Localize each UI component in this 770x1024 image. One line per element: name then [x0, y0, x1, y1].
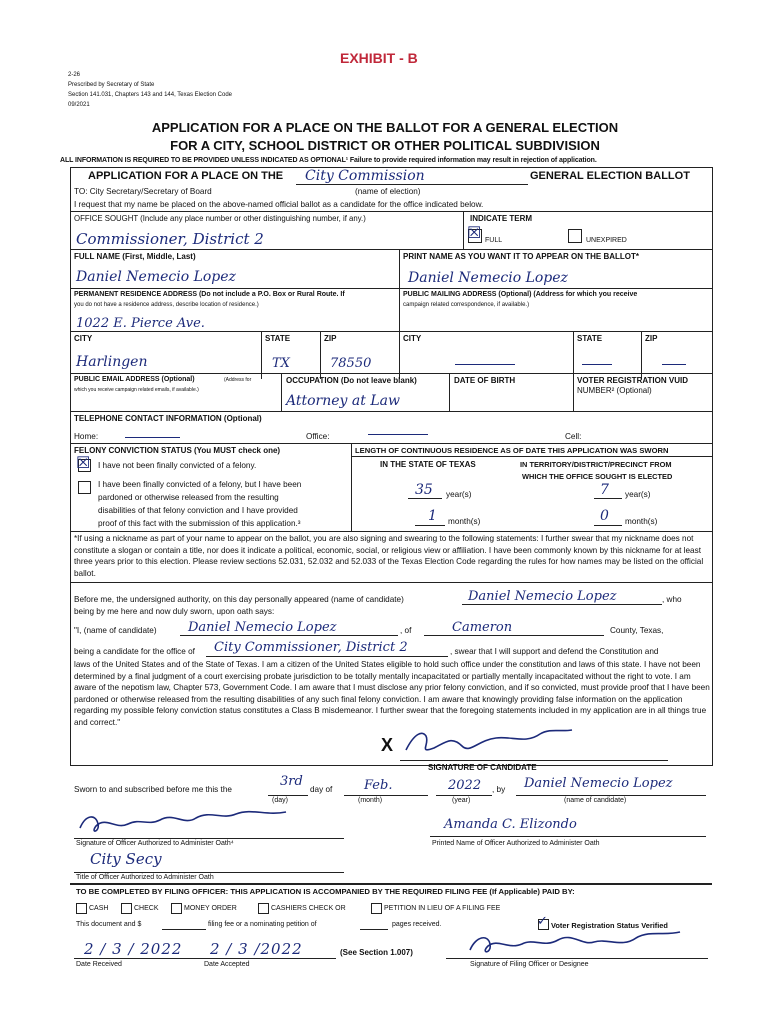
term-unexpired-label: UNEXPIRED: [586, 237, 627, 244]
mailing-state-label: STATE: [577, 334, 603, 343]
date-accepted-value[interactable]: 2 / 3 /2022: [210, 940, 303, 958]
territory-years-unit: year(s): [625, 490, 651, 499]
request-text: I request that my name be placed on the above-named official ballot as a candidate for the office indicated below.: [74, 200, 484, 209]
felony-opt2-line1: I have been finally convicted of a felony, but I have been: [98, 480, 302, 489]
state-years-unit: year(s): [446, 490, 472, 499]
doc-line-suffix: pages received.: [392, 921, 442, 928]
form-title-line2: FOR A CITY, SCHOOL DISTRICT OR OTHER POLITICAL SUBDIVISION: [170, 138, 600, 153]
indicate-term-label: INDICATE TERM: [470, 214, 533, 223]
doc-line-prefix: This document and $: [76, 921, 142, 928]
pay-money-order-checkbox[interactable]: [171, 903, 182, 914]
phone-label: TELEPHONE CONTACT INFORMATION (Optional): [74, 414, 262, 423]
zip-value[interactable]: 78550: [330, 356, 372, 371]
full-name-value[interactable]: Daniel Nemecio Lopez: [76, 269, 236, 285]
sworn-day-value[interactable]: 3rd: [280, 774, 303, 789]
date-received-label: Date Received: [76, 961, 122, 968]
sworn-year-value[interactable]: 2022: [448, 778, 482, 793]
oath-i-name-value[interactable]: Daniel Nemecio Lopez: [188, 620, 337, 635]
felony-opt1-check-mark: ☒: [76, 455, 91, 472]
officer-printed-value[interactable]: Amanda C. Elizondo: [444, 817, 577, 832]
exhibit-label: EXHIBIT - B: [340, 50, 418, 66]
officer-title-label: Title of Officer Authorized to Administer Oath: [76, 874, 214, 881]
officer-title-value[interactable]: City Secy: [90, 850, 162, 868]
territory-label1: IN TERRITORY/DISTRICT/PRECINCT FROM: [520, 460, 672, 469]
territory-years-value[interactable]: 7: [600, 482, 609, 498]
sworn-candidate-value[interactable]: Daniel Nemecio Lopez: [524, 776, 673, 791]
felony-opt2-checkbox[interactable]: [78, 481, 91, 494]
mailing-zip-label: ZIP: [645, 334, 658, 343]
ballot-name-label: PRINT NAME AS YOU WANT IT TO APPEAR ON THE BALLOT*: [403, 252, 640, 261]
territory-label2: WHICH THE OFFICE SOUGHT IS ELECTED: [522, 472, 673, 481]
application-suffix: GENERAL ELECTION BALLOT: [530, 170, 690, 182]
sworn-month-value[interactable]: Feb.: [364, 778, 393, 793]
city-label: CITY: [74, 334, 93, 343]
oath-sworn: being by me here and now duly sworn, upon oath says:: [74, 607, 275, 616]
phone-office-label: Office:: [306, 432, 330, 441]
pay-cashiers-checkbox[interactable]: [258, 903, 269, 914]
sworn-by: , by: [492, 785, 506, 794]
mailing-city-label: CITY: [403, 334, 422, 343]
email-label: PUBLIC EMAIL ADDRESS (Optional): [74, 376, 195, 383]
sworn-prefix: Sworn to and subscribed before me this the: [74, 785, 232, 794]
mailing-address-label: PUBLIC MAILING ADDRESS (Optional) (Address for which you receive: [403, 291, 638, 298]
sworn-candidate-label: (name of candidate): [564, 797, 627, 804]
state-months-unit: month(s): [448, 517, 481, 526]
dob-label: DATE OF BIRTH: [454, 376, 516, 385]
doc-line-middle: filing fee or a nominating petition of: [208, 921, 317, 928]
state-years-value[interactable]: 35: [415, 482, 433, 498]
filing-officer-signature-label: Signature of Filing Officer or Designee: [470, 961, 589, 968]
pay-cash-checkbox[interactable]: [76, 903, 87, 914]
oath-before: Before me, the undersigned authority, on this day personally appeared (name of candidate): [74, 595, 404, 604]
form-number: 2-26: [68, 72, 81, 78]
office-sought-value[interactable]: Commissioner, District 2: [76, 230, 264, 248]
term-full-label: FULL: [485, 237, 503, 244]
form-date: 09/2021: [68, 102, 90, 108]
felony-opt2-line2: pardoned or otherwise released from the resulting: [98, 493, 279, 502]
felony-opt2-line3: disabilities of that felony conviction and I have provided: [98, 506, 298, 515]
signature-x: X: [381, 735, 394, 755]
ballot-name-value[interactable]: Daniel Nemecio Lopez: [408, 270, 568, 286]
candidate-signature[interactable]: [400, 726, 600, 760]
pay-check-label: CHECK: [134, 905, 159, 912]
officer-signature[interactable]: [76, 806, 296, 840]
term-unexpired-checkbox[interactable]: [568, 229, 582, 243]
territory-months-value[interactable]: 0: [600, 508, 609, 524]
name-of-election-label: (name of election): [355, 187, 421, 196]
territory-months-unit: month(s): [625, 517, 658, 526]
election-name-line: [296, 184, 528, 185]
oath-county-label: County, Texas,: [610, 626, 664, 635]
residence-address-label: PERMANENT RESIDENCE ADDRESS (Do not include a P.O. Box or Rural Route. If: [74, 291, 345, 298]
pay-cashiers-label: CASHIERS CHECK OR: [271, 905, 346, 912]
term-full-check-mark: ☒: [467, 225, 482, 242]
oath-i-name-label: "I, (name of candidate): [74, 626, 157, 635]
sworn-month-label: (month): [358, 797, 383, 804]
office-sought-label: OFFICE SOUGHT (Include any place number or other distinguishing number, if any.): [74, 214, 366, 223]
mailing-address-sublabel: campaign related correspondence, if available.): [403, 302, 530, 308]
zip-label: ZIP: [324, 334, 337, 343]
election-name-value[interactable]: City Commission: [305, 168, 425, 184]
oath-swear: , swear that I will support and defend the Constitution and: [450, 647, 659, 656]
date-received-value[interactable]: 2 / 3 / 2022: [84, 940, 183, 958]
email-sublabel2: which you receive campaign related emails, if available.): [74, 387, 199, 393]
occupation-label: OCCUPATION (Do not leave blank): [286, 376, 417, 385]
to-city-secretary: TO: City Secretary/Secretary of Board: [74, 187, 212, 196]
full-name-label: FULL NAME (First, Middle, Last): [74, 252, 196, 261]
sworn-day-label: (day): [272, 797, 288, 804]
state-months-value[interactable]: 1: [428, 508, 437, 524]
email-sublabel: (Address for: [224, 377, 252, 383]
oath-county-value[interactable]: Cameron: [452, 620, 513, 635]
felony-status-label: FELONY CONVICTION STATUS (You MUST check one): [74, 446, 281, 455]
sworn-day-of: day of: [310, 785, 333, 794]
voter-verified-check-mark: ✓: [537, 913, 548, 928]
pay-petition-label: PETITION IN LIEU OF A FILING FEE: [384, 905, 501, 912]
pay-check-checkbox[interactable]: [121, 903, 132, 914]
signature-label: SIGNATURE OF CANDIDATE: [428, 763, 537, 772]
felony-opt2-line4: proof of this fact with the submission of this application.³: [98, 519, 301, 528]
residence-length-label: LENGTH OF CONTINUOUS RESIDENCE AS OF DATE THIS APPLICATION WAS SWORN: [355, 446, 669, 455]
officer-signature-label: Signature of Officer Authorized to Administer Oath⁴: [76, 840, 234, 847]
residence-address-sublabel: you do not have a residence address, describe location of residence.): [74, 302, 259, 308]
officer-printed-label: Printed Name of Officer Authorized to Administer Oath: [432, 840, 600, 847]
state-residence-label: IN THE STATE OF TEXAS: [380, 460, 476, 469]
oath-candidate-name[interactable]: Daniel Nemecio Lopez: [468, 589, 617, 604]
code-reference: Section 141.031, Chapters 143 and 144, Texas Election Code: [68, 92, 233, 98]
nickname-note: *If using a nickname as part of your name to appear on the ballot, you are also signing and swearing to the following statements: I further swear that my nickname does not constitute a slogan or contain a title, nor does it indicate a political, economic, social, or religious view or affiliation. I have been commonly known by this nickname for at least three years prior to this election. Please review sections 52.031, 52.032 and 52.033 of the Texas Election Code regarding the rules for how names may be listed on the official ballot.: [74, 534, 704, 578]
oath-office-value[interactable]: City Commissioner, District 2: [214, 640, 408, 655]
required-notice: ALL INFORMATION IS REQUIRED TO BE PROVIDED UNLESS INDICATED AS OPTIONAL¹ Failure to provide required information may result in rejection of application.: [60, 157, 597, 164]
pay-cash-label: CASH: [89, 905, 109, 912]
phone-cell-label: Cell:: [565, 432, 582, 441]
occupation-value[interactable]: Attorney at Law: [286, 393, 400, 409]
form-title-line1: APPLICATION FOR A PLACE ON THE BALLOT FOR A GENERAL ELECTION: [151, 120, 619, 135]
pay-petition-checkbox[interactable]: [371, 903, 382, 914]
pay-money-order-label: MONEY ORDER: [184, 905, 237, 912]
prescribed-by: Prescribed by Secretary of State: [68, 82, 155, 88]
city-value[interactable]: Harlingen: [76, 354, 148, 370]
voter-verified-label: Voter Registration Status Verified: [551, 921, 668, 930]
oath-who: , who: [662, 595, 682, 604]
filing-officer-signature[interactable]: [466, 928, 686, 960]
state-label: STATE: [265, 334, 291, 343]
felony-opt1-text: I have not been finally convicted of a felony.: [98, 461, 257, 470]
filing-header: TO BE COMPLETED BY FILING OFFICER: THIS APPLICATION IS ACCOMPANIED BY THE REQUIRED FILING FEE (If Applicable) PAID BY:: [76, 887, 575, 896]
sworn-year-label: (year): [452, 797, 471, 804]
vuid-label2: NUMBER² (Optional): [577, 386, 652, 395]
date-accepted-label: Date Accepted: [204, 961, 250, 968]
oath-body: laws of the United States and of the State of Texas. I am a citizen of the United States eligible to hold such office under the constitution and laws of this state. I have not been determined by a final judgment of a court exercising probate jurisdiction to be totally mentally incapacitated or partially mentally incapacitated without the right to vote. I am aware of the nepotism law, Chapter 573, Government Code. I am aware that I must disclose any prior felony conviction, and if so convicted, must provide proof that I have been pardoned or otherwise released from the resulting disabilities of any such final felony conviction. I am aware that knowingly providing false information on the application regarding my possible felony conviction status constitutes a Class B misdemeanor. I further swear that the foregoing statements included in my application are in all things true and correct.": [74, 660, 710, 727]
application-prefix: APPLICATION FOR A PLACE ON THE: [88, 170, 284, 182]
residence-address-value[interactable]: 1022 E. Pierce Ave.: [76, 316, 205, 331]
phone-home-label: Home:: [74, 432, 99, 441]
oath-candidate-for: being a candidate for the office of: [74, 647, 195, 656]
state-value[interactable]: TX: [272, 356, 290, 371]
vuid-label: VOTER REGISTRATION VUID: [577, 376, 688, 385]
see-section-label: (See Section 1.007): [340, 948, 413, 957]
oath-of: , of: [400, 626, 412, 635]
